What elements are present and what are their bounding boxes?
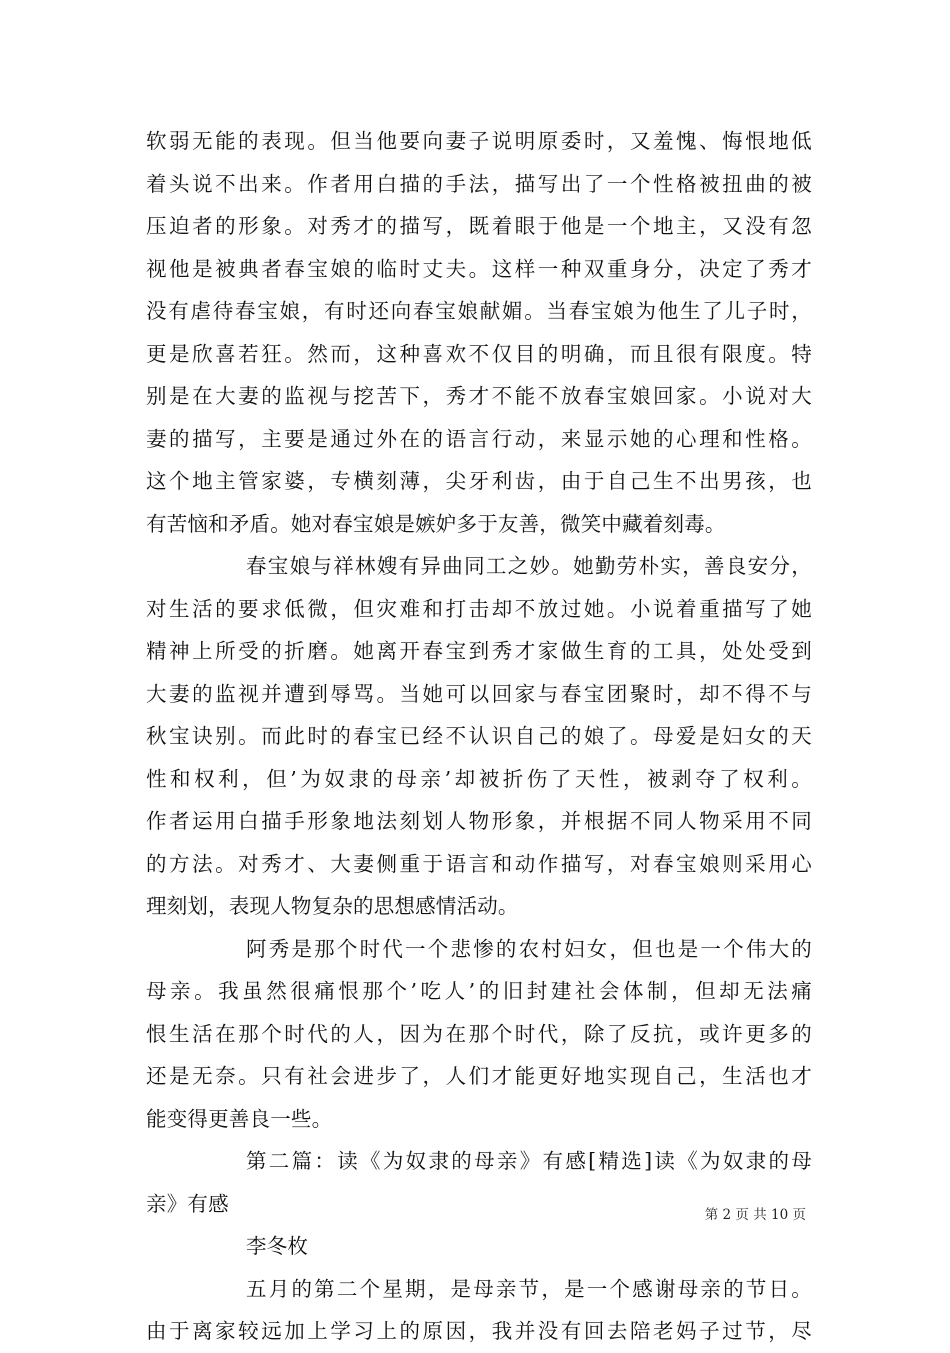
- text-line: 大妻的监视并遭到辱骂。当她可以回家与春宝团聚时，却不得不与: [146, 681, 812, 706]
- text-line: 有苦恼和矛盾。她对春宝娘是嫉妒多于友善，微笑中藏着刻毒。: [146, 511, 726, 536]
- text-line: 理刻划，表现人物复杂的思想感情活动。: [146, 894, 519, 918]
- text-line: 别是在大妻的监视与挖苦下，秀才不能不放春宝娘回家。小说对大: [146, 384, 812, 408]
- text-line: 春宝娘与祥林嫂有异曲同工之妙。她勤劳朴实，善良安分，: [246, 554, 812, 578]
- text-line: 对生活的要求低微，但灾难和打击却不放过她。小说着重描写了她: [146, 596, 812, 621]
- text-line: 软弱无能的表现。但当他要向妻子说明原委时，又羞愧、悔恨地低: [146, 129, 812, 153]
- text-line: 着头说不出来。作者用白描的手法，描写出了一个性格被扭曲的被: [146, 171, 812, 196]
- text-line: 精神上所受的折磨。她离开春宝到秀才家做生育的工具，处处受到: [146, 639, 812, 663]
- text-line: 李冬枚: [246, 1234, 309, 1258]
- text-line: 这个地主管家婆，专横刻薄，尖牙利齿，由于自己生不出男孩，也: [146, 469, 812, 493]
- text-line: 没有虐待春宝娘，有时还向春宝娘献媚。当春宝娘为他生了儿子时，: [146, 299, 812, 323]
- text-line: 五月的第二个星期，是母亲节，是一个感谢母亲的节日。: [246, 1276, 812, 1301]
- text-line: 能变得更善良一些。: [146, 1106, 333, 1131]
- text-line: 还是无奈。只有社会进步了，人们才能更好地实现自己，生活也才: [146, 1064, 812, 1088]
- page-footer: 第 2 页 共 10 页: [704, 1207, 806, 1223]
- body-text: [146, 120, 812, 1353]
- text-line: 性和权利，但’为奴隶的母亲’却被折伤了天性，被剥夺了权利。: [146, 766, 812, 791]
- text-line: 作者运用白描手形象地法刻划人物形象，并根据不同人物采用不同: [146, 809, 812, 833]
- text-line: 恨生活在那个时代的人，因为在那个时代，除了反抗，或许更多的: [146, 1021, 812, 1046]
- text-line: 母亲。我虽然很痛恨那个’吃人’的旧封建社会体制，但却无法痛: [146, 979, 812, 1003]
- text-line: 第二篇：读《为奴隶的母亲》有感[精选]读《为奴隶的母: [246, 1149, 812, 1173]
- text-line: 妻的描写，主要是通过外在的语言行动，来显示她的心理和性格。: [146, 426, 812, 451]
- text-line: 更是欣喜若狂。然而，这种喜欢不仅目的明确，而且很有限度。特: [146, 341, 812, 366]
- text-line: 亲》有感: [146, 1191, 229, 1216]
- text-line: 阿秀是那个时代一个悲惨的农村妇女，但也是一个伟大的: [246, 936, 812, 961]
- text-line: 秋宝诀别。而此时的春宝已经不认识自己的娘了。母爱是妇女的天: [146, 724, 812, 748]
- text-line: 视他是被典者春宝娘的临时丈夫。这样一种双重身分，决定了秀才: [146, 256, 812, 281]
- text-line: 由于离家较远加上学习上的原因，我并没有回去陪老妈子过节，尽: [146, 1319, 812, 1343]
- text-line: 的方法。对秀才、大妻侧重于语言和动作描写，对春宝娘则采用心: [146, 851, 812, 876]
- text-line: 压迫者的形象。对秀才的描写，既着眼于他是一个地主，又没有忽: [146, 214, 812, 238]
